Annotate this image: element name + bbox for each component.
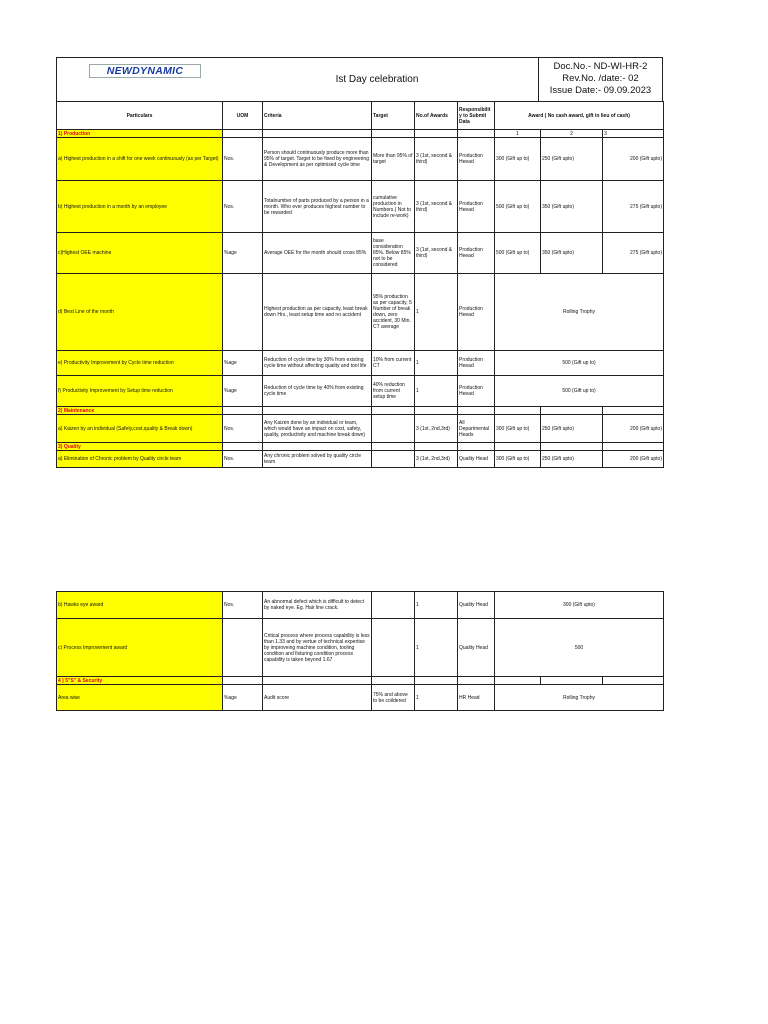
- empty-cell: [495, 443, 541, 451]
- table-cell: c)Highest OEE machine: [57, 233, 223, 274]
- table-row: [57, 619, 664, 677]
- empty-cell: [415, 130, 458, 138]
- table-cell: 1: [415, 685, 458, 711]
- table-row: [57, 376, 664, 407]
- table-row: [57, 592, 664, 619]
- table-cell: Production Heead: [458, 233, 495, 274]
- empty-cell: [372, 443, 415, 451]
- award-rank-1: 1: [495, 130, 541, 138]
- table-cell: 10% from current CT: [372, 351, 415, 376]
- document-title: Ist Day celebration: [335, 74, 419, 85]
- table-row: [57, 685, 664, 711]
- doc-number: Doc.No.- ND-WI-HR-2: [553, 61, 648, 72]
- table-cell: 1: [415, 619, 458, 677]
- section-maintenance: 2) Maintenance: [57, 407, 223, 415]
- table-cell: Nos.: [223, 592, 263, 619]
- empty-cell: [541, 677, 603, 685]
- table-cell: Rolling Trophy: [495, 274, 664, 351]
- table-cell: Reduction of cycle time by 40% from existing cycle time: [263, 376, 372, 407]
- empty-cell: [458, 677, 495, 685]
- table-cell: 40% reduction from current setup time: [372, 376, 415, 407]
- table-row: [57, 451, 664, 468]
- table-cell: An abnormal defect which is difficult to detect by naked eye. Eg. Hair line crack.: [263, 592, 372, 619]
- table-cell: Any chronic problem solved by quality circle team: [263, 451, 372, 468]
- header-award: Award ( No cash award, gift in lieu of cash): [495, 102, 664, 130]
- empty-cell: [223, 407, 263, 415]
- empty-cell: [495, 407, 541, 415]
- award-rank-3: 3: [603, 130, 664, 138]
- table-cell: 95% production as per capacity, 5 Number of break down, zero accident, 30 Min. CT average: [372, 274, 415, 351]
- table-cell: Any Kaizen done by an individual or team, which would have an impact on cost, safety, quality, productivity and machine break down): [263, 415, 372, 443]
- empty-cell: [458, 443, 495, 451]
- table-cell: Reduction of cycle time by 30% from existing cycle time without affecting quality and tool life: [263, 351, 372, 376]
- table-cell: 300 (Gift up to): [495, 415, 541, 443]
- table-row: [57, 351, 664, 376]
- awards-table-main: [56, 101, 664, 468]
- empty-cell: [541, 407, 603, 415]
- table-cell: Area wise: [57, 685, 223, 711]
- table-cell: Production Heead: [458, 138, 495, 181]
- table-cell: 1: [415, 376, 458, 407]
- table-cell: f) Productivity Improvement by Setup time reduction: [57, 376, 223, 407]
- table-cell: Highest production as per capacity, least break down Hrs., least setup time and no accident: [263, 274, 372, 351]
- table-cell: Audit score: [263, 685, 372, 711]
- table-cell: a) Elimination of Chronic problem by Quality circle team: [57, 451, 223, 468]
- table-cell: Nos.: [223, 181, 263, 233]
- empty-cell: [603, 677, 664, 685]
- header-criteria: Criteria: [263, 102, 372, 130]
- table-cell: %age: [223, 376, 263, 407]
- table-cell: %age: [223, 233, 263, 274]
- table-cell: 200 (Gift upto): [603, 138, 664, 181]
- section-quality: 3) Quality: [57, 443, 223, 451]
- table-cell: 500 (Gift up to): [495, 181, 541, 233]
- header-uom: UOM: [223, 102, 263, 130]
- table-cell: 1: [415, 274, 458, 351]
- table-cell: 275 (Gift upto): [603, 181, 664, 233]
- table-cell: Person should continuously produce more than 95% of target. Target to be fixed by engineering & Development as per optimised cycle time: [263, 138, 372, 181]
- empty-cell: [372, 407, 415, 415]
- table-cell: 350 (Gift upto): [541, 233, 603, 274]
- table-cell: Totalnumber of parts produced by a person in a month. Who ever produces highest number to be rewarded: [263, 181, 372, 233]
- empty-cell: [415, 443, 458, 451]
- column-header-row: [57, 102, 664, 130]
- revision-number: Rev.No. /date:- 02: [562, 73, 639, 84]
- table-cell: Critical process where process capability is less than 1.33 and by vertue of technical expertise by improveing machine condition, tooling condition and fixturing condition process capability is taken beyond 1.67: [263, 619, 372, 677]
- empty-cell: [603, 443, 664, 451]
- table-cell: 500 (Gift up to): [495, 351, 664, 376]
- table-row: [57, 138, 664, 181]
- table-cell: 3 (1st, second & third): [415, 138, 458, 181]
- empty-cell: [415, 677, 458, 685]
- empty-cell: [603, 407, 664, 415]
- table-cell: Nos.: [223, 138, 263, 181]
- table-cell: Quality Head: [458, 592, 495, 619]
- empty-cell: [223, 677, 263, 685]
- table-cell: 1: [415, 351, 458, 376]
- table-cell: Average OEE for the month should cross 85%: [263, 233, 372, 274]
- table-cell: 200 (Gift upto): [603, 451, 664, 468]
- empty-cell: [372, 677, 415, 685]
- table-cell: %age: [223, 351, 263, 376]
- table-cell: Production Heead: [458, 274, 495, 351]
- table-cell: d) Best Line of the month: [57, 274, 223, 351]
- table-cell: 500 (Gift up to): [495, 376, 664, 407]
- company-logo: NEWDYNAMIC: [89, 64, 201, 78]
- table-cell: 200 (Gift upto): [603, 415, 664, 443]
- table-cell: Rolling Trophy: [495, 685, 664, 711]
- doc-info-box: [538, 58, 662, 101]
- table-cell: 250 (Gift upto): [541, 451, 603, 468]
- empty-cell: [372, 619, 415, 677]
- table-cell: More than 95% of target: [372, 138, 415, 181]
- table-cell: 3 (1st, 2nd,3rd): [415, 415, 458, 443]
- section-row: [57, 677, 664, 685]
- empty-cell: [372, 451, 415, 468]
- header-responsibility: Responsibilit y to Submit Data: [458, 102, 495, 130]
- table-cell: 1: [415, 592, 458, 619]
- section-row: [57, 407, 664, 415]
- section-row: [57, 130, 664, 138]
- header-particulars: Particulars: [57, 102, 223, 130]
- table-cell: 3 (1st, second & third): [415, 233, 458, 274]
- table-cell: HR Head: [458, 685, 495, 711]
- table-cell: 500 (Gift up to): [495, 233, 541, 274]
- award-rank-2: 2: [541, 130, 603, 138]
- table-cell: b) Hawks eye award: [57, 592, 223, 619]
- table-row: [57, 415, 664, 443]
- table-cell: Production Heead: [458, 376, 495, 407]
- table-cell: 250 (Gift upto): [541, 415, 603, 443]
- table-cell: Nos.: [223, 451, 263, 468]
- empty-cell: [263, 407, 372, 415]
- table-cell: Quality Head: [458, 619, 495, 677]
- table-cell: 275 (Gift upto): [603, 233, 664, 274]
- table-cell: %age: [223, 685, 263, 711]
- table-cell: Quality Head: [458, 451, 495, 468]
- table-cell: All Departmental Heads: [458, 415, 495, 443]
- empty-cell: [415, 407, 458, 415]
- section-5s-security: 4 ) 5"S" & Security: [57, 677, 223, 685]
- table-cell: a) Kaizen by an individual (Safety,cost,quality & Break down): [57, 415, 223, 443]
- section-row: [57, 443, 664, 451]
- table-cell: Production Heead: [458, 181, 495, 233]
- table-cell: Production Heead: [458, 351, 495, 376]
- empty-cell: [458, 130, 495, 138]
- document-header: [56, 57, 663, 102]
- table-cell: c) Process Improvement award: [57, 619, 223, 677]
- issue-date: Issue Date:- 09.09.2023: [549, 85, 652, 96]
- empty-cell: [263, 677, 372, 685]
- table-cell: Nos.: [223, 415, 263, 443]
- header-target: Target: [372, 102, 415, 130]
- table-cell: 350 (Gift upto): [541, 181, 603, 233]
- empty-cell: [263, 130, 372, 138]
- empty-cell: [495, 677, 541, 685]
- table-cell: 300 (Gift upto): [495, 592, 664, 619]
- empty-cell: [372, 130, 415, 138]
- empty-cell: [223, 130, 263, 138]
- awards-table-continued: [56, 591, 664, 711]
- empty-cell: [223, 274, 263, 351]
- table-cell: base consideration 85%. Below 85% not to be considered: [372, 233, 415, 274]
- table-row: [57, 274, 664, 351]
- header-no-of-awards: No.of Awards: [415, 102, 458, 130]
- empty-cell: [223, 443, 263, 451]
- empty-cell: [372, 415, 415, 443]
- table-row: [57, 233, 664, 274]
- empty-cell: [223, 619, 263, 677]
- table-cell: 3 (1st, 2nd,3rd): [415, 451, 458, 468]
- empty-cell: [372, 592, 415, 619]
- table-cell: b) Highest production in a month by an employee: [57, 181, 223, 233]
- table-cell: 75% and above to be coildered: [372, 685, 415, 711]
- empty-cell: [263, 443, 372, 451]
- table-cell: 300 (Gift up to): [495, 138, 541, 181]
- empty-cell: [541, 443, 603, 451]
- table-cell: 300 (Gift up to): [495, 451, 541, 468]
- table-cell: 250 (Gift upto): [541, 138, 603, 181]
- table-cell: a) Highest production in a shift for one week continuously (as per Target): [57, 138, 223, 181]
- empty-cell: [458, 407, 495, 415]
- table-row: [57, 181, 664, 233]
- table-cell: e) Productivity Improvement by Cycle time reduction: [57, 351, 223, 376]
- section-production: 1) Production: [57, 130, 223, 138]
- table-cell: 3 (1st, second & third): [415, 181, 458, 233]
- table-cell: 500: [495, 619, 664, 677]
- table-cell: cumulative production in Numbers.( Not to include re-work): [372, 181, 415, 233]
